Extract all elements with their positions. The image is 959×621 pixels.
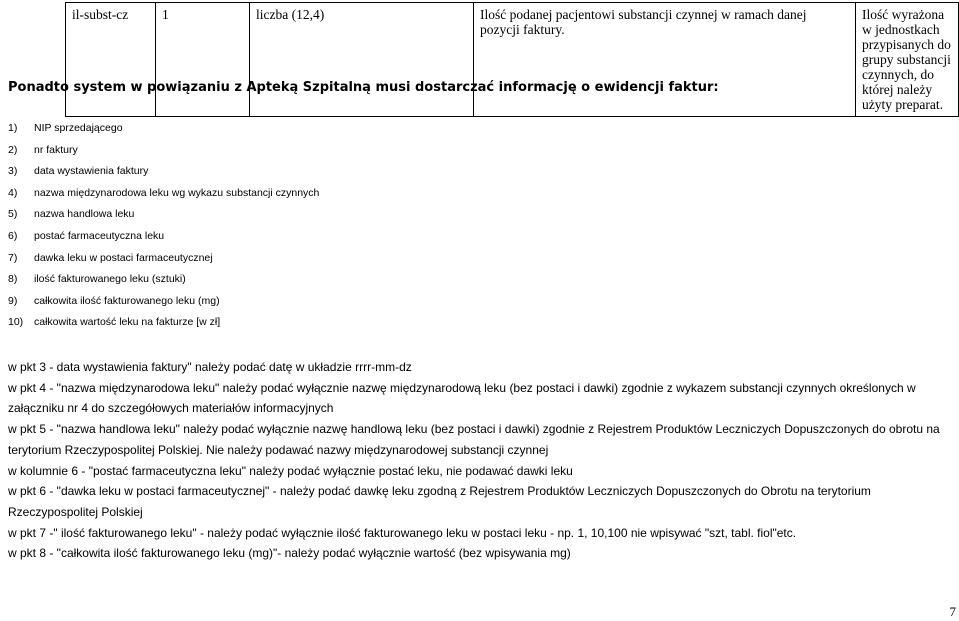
list-item-number: 7) <box>8 251 18 264</box>
list-item <box>8 252 319 274</box>
list-item-text: ilość fakturowanego leku (sztuki) <box>34 273 186 286</box>
list-item-number: 2) <box>8 143 18 156</box>
invoice-fields-list <box>8 122 319 338</box>
list-item <box>8 122 319 144</box>
list-item <box>8 230 319 252</box>
list-item-number: 4) <box>8 186 18 199</box>
field-order-cell: 1 <box>156 3 250 117</box>
list-item-text: całkowita wartość leku na fakturze [w zł] <box>34 316 221 329</box>
list-item-number: 6) <box>8 229 18 242</box>
note-paragraph: w pkt 8 - "całkowita ilość fakturowanego leku (mg)"- należy podać wyłącznie wartość (bez wpisywania mg) <box>8 546 571 561</box>
field-notes-cell: Ilość wyrażona w jednostkach przypisanych do grupy substancji czynnych, do której należy użyty preparat. <box>856 3 959 117</box>
list-item <box>8 273 319 295</box>
note-paragraph: w pkt 7 -" ilość fakturowanego leku" - należy podać wyłącznie ilość fakturowanego leku w postaci leku - np. 1, 10,100 nie wpisywać "szt, tabl. fiol"etc. <box>8 525 797 540</box>
table-row <box>66 3 959 117</box>
list-item <box>8 208 319 230</box>
list-item-number: 5) <box>8 208 18 221</box>
list-item <box>8 144 319 166</box>
list-item-text: postać farmaceutyczna leku <box>34 229 165 242</box>
field-description-cell: Ilość podanej pacjentowi substancji czynnej w ramach danej pozycji faktury. <box>474 3 856 117</box>
list-item <box>8 295 319 317</box>
list-item-text: nazwa międzynarodowa leku wg wykazu substancji czynnych <box>34 186 320 199</box>
list-item-number: 1) <box>8 122 18 134</box>
field-code-cell: il-subst-cz <box>66 3 156 117</box>
field-type-cell: liczba (12,4) <box>250 3 474 117</box>
field-notes <box>8 357 953 564</box>
field-definition-table <box>65 2 959 117</box>
list-item-text: nr faktury <box>34 143 78 156</box>
list-item-number: 8) <box>8 273 18 286</box>
page-number: 7 <box>949 604 956 619</box>
list-item-number: 9) <box>8 294 18 307</box>
list-item-text: całkowita ilość fakturowanego leku (mg) <box>34 294 220 307</box>
note-paragraph: w pkt 4 - "nazwa międzynarodowa leku" należy podać wyłącznie nazwę międzynarodową leku (bez postaci i dawki) zgodnie z wykazem substancji czynnych określonych w załączniku nr 4 do szczegółowych materiałów informacyjnych <box>8 380 916 416</box>
list-item-number: 3) <box>8 165 18 178</box>
list-item-number: 10) <box>8 316 24 329</box>
list-item <box>8 316 319 338</box>
note-paragraph: w pkt 3 - data wystawienia faktury" należy podać datę w układzie rrrr-mm-dz <box>8 360 412 374</box>
intro-heading: Ponadto system w powiązaniu z Apteką Szpitalną musi dostarczać informację o ewidencji faktur: <box>8 80 719 95</box>
note-paragraph: w kolumnie 6 - "postać farmaceutyczna leku" należy podać wyłącznie postać leku, nie podawać dawki leku <box>8 463 573 478</box>
note-paragraph: w pkt 6 - "dawka leku w postaci farmaceutycznej" - należy podać dawkę leku zgodną z Rejestrem Produktów Leczniczych Dopuszczonych do Obrotu na terytorium Rzeczypospolitej Polskiej <box>8 484 871 519</box>
list-item-text: data wystawienia faktury <box>34 165 149 178</box>
list-item-text: dawka leku w postaci farmaceutycznej <box>34 251 213 264</box>
list-item-text: nazwa handlowa leku <box>34 208 135 221</box>
list-item <box>8 187 319 209</box>
list-item-text: NIP sprzedającego <box>34 122 123 134</box>
list-item <box>8 165 319 187</box>
note-paragraph: w pkt 5 - "nazwa handlowa leku" należy podać wyłącznie nazwę handlową leku (bez postaci i dawki) zgodnie z Rejestrem Produktów Leczniczych Dopuszczonych do obrotu na terytorium Rzeczypospolitej Polskiej. Nie należy podawać nazwy międzynarodowej substancji czynnej <box>8 422 940 457</box>
